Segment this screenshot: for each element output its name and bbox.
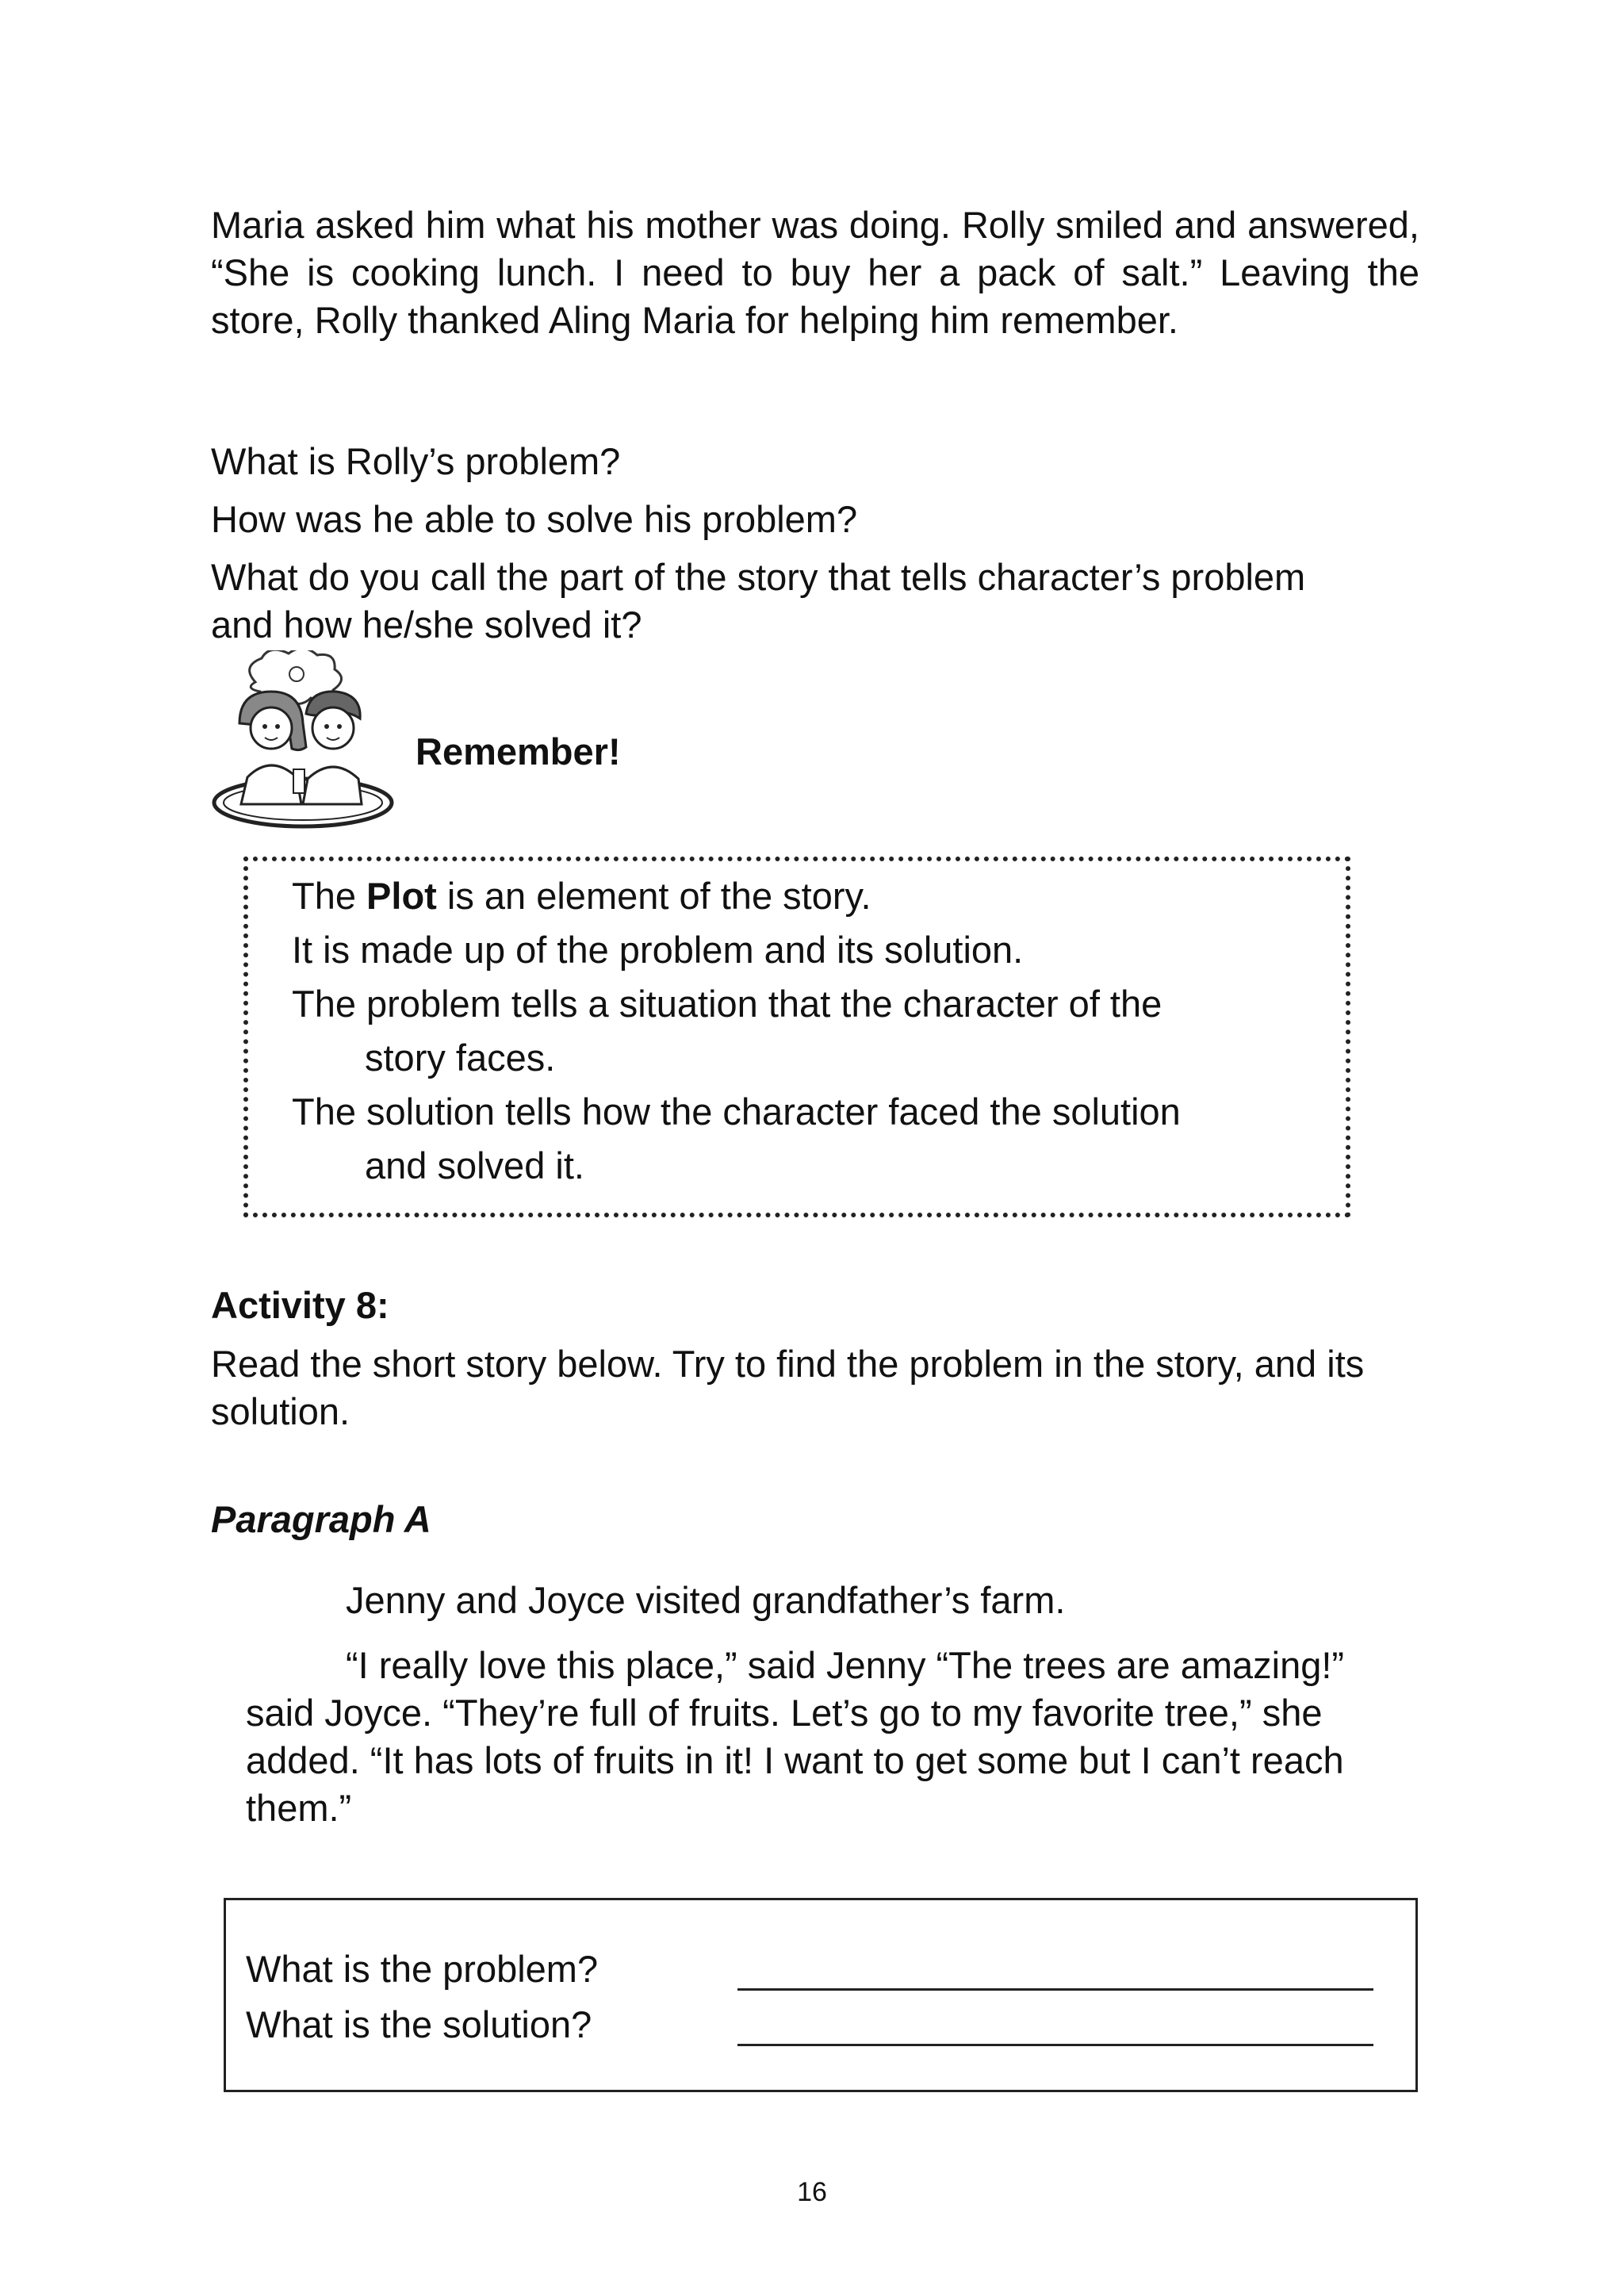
remember-heading: Remember! bbox=[416, 730, 621, 772]
remember-line-4a: The solution tells how the character faced the solution bbox=[292, 1091, 1181, 1133]
activity-instruction: Read the short story below. Try to find the problem in the story, and its solution. bbox=[211, 1343, 1365, 1432]
remember-line-2: It is made up of the problem and its solution. bbox=[292, 929, 1024, 971]
remember-line-3b: story faces. bbox=[365, 1037, 556, 1079]
plot-term: Plot bbox=[366, 875, 437, 917]
problem-answer-line[interactable] bbox=[737, 1988, 1373, 1991]
remember-line-1: The Plot is an element of the story. bbox=[292, 875, 871, 917]
question-2: How was he able to solve his problem? bbox=[211, 498, 858, 540]
page-number: 16 bbox=[797, 2177, 827, 2207]
intro-paragraph: Maria asked him what his mother was doing. Rolly smiled and answered, “She is cooking lunch. I need to buy her a pack of salt.” Leaving the store, Rolly thanked Aling Maria for helping him remember. bbox=[211, 204, 1419, 341]
answer-box bbox=[224, 1898, 1418, 2092]
remember-line-3a: The problem tells a situation that the character of the bbox=[292, 983, 1162, 1025]
question-1: What is Rolly’s problem? bbox=[211, 440, 621, 482]
children-illustration bbox=[208, 650, 398, 833]
paragraph-a-body: “I really love this place,” said Jenny “The trees are amazing!” said Joyce. “They’re full of fruits. Let’s go to my favorite tree,” she added. “It has lots of fruits in it! I want to get some but I can’t reach them.” bbox=[246, 1644, 1345, 1829]
question-3: What do you call the part of the story that tells character’s problem and how he/she solved it? bbox=[211, 556, 1306, 646]
paragraph-a-heading: Paragraph A bbox=[211, 1498, 431, 1540]
solution-answer-line[interactable] bbox=[737, 2044, 1373, 2046]
activity-heading: Activity 8: bbox=[211, 1284, 389, 1326]
paragraph-a-line-1: Jenny and Joyce visited grandfather’s farm. bbox=[346, 1579, 1066, 1621]
remember-line-4b: and solved it. bbox=[365, 1144, 584, 1186]
solution-label: What is the solution? bbox=[246, 2003, 592, 2045]
problem-label: What is the problem? bbox=[246, 1948, 599, 1990]
